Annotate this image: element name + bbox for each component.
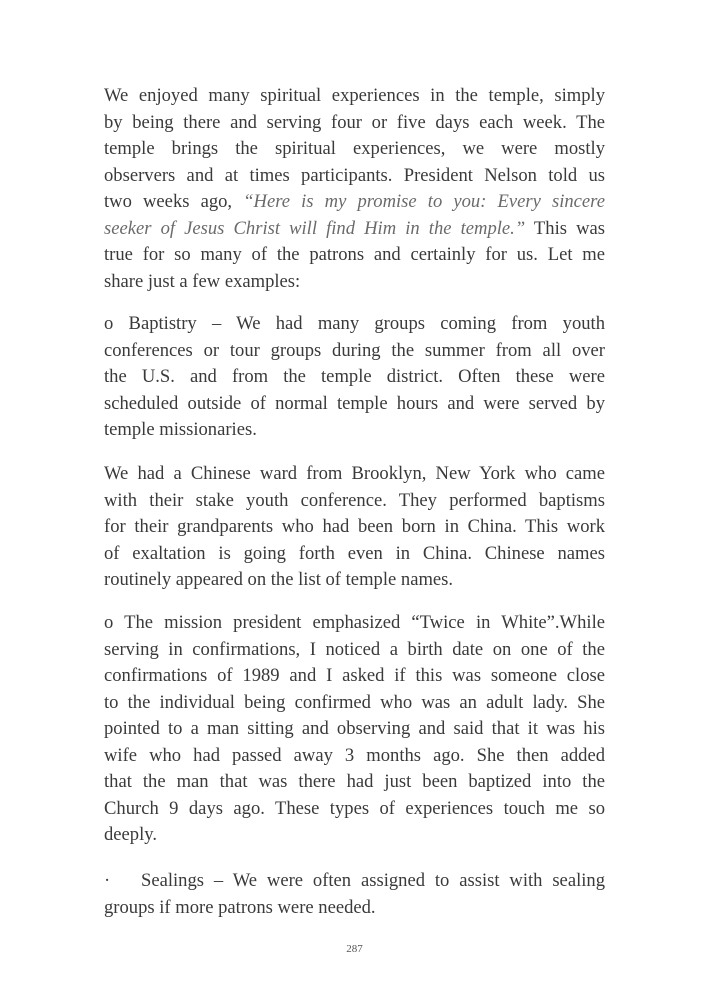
text-line bbox=[104, 716, 605, 743]
paragraph bbox=[104, 461, 605, 594]
text-segment: conferences or tour groups during the summer from all over bbox=[104, 339, 605, 361]
text-segment: temple missionaries. bbox=[104, 419, 257, 440]
text-line bbox=[104, 163, 605, 190]
text-line bbox=[104, 796, 605, 823]
text-segment: scheduled outside of normal temple hours and were served by bbox=[104, 392, 605, 414]
text-segment: We enjoyed many spiritual experiences in the temple, simply bbox=[104, 85, 605, 106]
text-line bbox=[104, 541, 605, 568]
text-line bbox=[104, 690, 605, 717]
text-segment: pointed to a man sitting and observing and said that it was his bbox=[104, 718, 605, 739]
page-number: 287 bbox=[346, 943, 363, 955]
paragraph bbox=[104, 868, 605, 921]
text-segment: temple brings the spiritual experiences, we were mostly bbox=[104, 138, 605, 159]
text-segment: two weeks ago, bbox=[104, 191, 244, 212]
text-line bbox=[104, 83, 605, 110]
text-line bbox=[104, 110, 605, 137]
text-segment: Church 9 days ago. These types of experiences touch me so bbox=[104, 797, 605, 819]
text-line bbox=[104, 364, 605, 391]
text-segment: confirmations of 1989 and I asked if this was someone close bbox=[104, 665, 605, 686]
paragraph bbox=[104, 311, 605, 444]
text-segment: serving in confirmations, I noticed a birth date on one of the bbox=[104, 638, 605, 660]
text-line bbox=[104, 189, 605, 216]
text-line bbox=[104, 269, 605, 296]
paragraph bbox=[104, 610, 605, 849]
text-segment: of exaltation is going forth even in China. Chinese names bbox=[104, 542, 605, 564]
text-line bbox=[104, 311, 605, 338]
text-line bbox=[104, 822, 605, 849]
text-segment: routinely appeared on the list of temple names. bbox=[104, 569, 454, 590]
text-segment: true for so many of the patrons and certainly for us. Let me bbox=[104, 244, 605, 265]
text-segment: wife who had passed away 3 months ago. She then added bbox=[104, 744, 605, 766]
text-segment: the U.S. and from the temple district. Often these were bbox=[104, 366, 605, 387]
text-line bbox=[104, 868, 605, 895]
text-line bbox=[104, 216, 605, 243]
text-segment: by being there and serving four or five days each week. The bbox=[104, 111, 605, 133]
text-segment: groups if more patrons were needed. bbox=[104, 896, 376, 918]
text-segment: deeply. bbox=[104, 824, 158, 845]
text-segment: o The mission president emphasized “Twice in White”.While bbox=[104, 612, 605, 633]
text-segment: We had a Chinese ward from Brooklyn, New York who came bbox=[104, 463, 605, 484]
text-line bbox=[104, 610, 605, 637]
text-segment: that the man that was there had just been baptized into the bbox=[104, 771, 605, 792]
text-line bbox=[104, 391, 605, 418]
text-line bbox=[104, 637, 605, 664]
text-line bbox=[104, 417, 605, 444]
text-line bbox=[104, 242, 605, 269]
text-line bbox=[104, 895, 605, 922]
text-line bbox=[104, 514, 605, 541]
text-segment: for their grandparents who had been born in China. This work bbox=[104, 516, 605, 537]
text-segment: with their stake youth conference. They performed baptisms bbox=[104, 489, 605, 511]
text-line bbox=[104, 567, 605, 594]
italic-quote: seeker of Jesus Christ will find Him in the temple.” bbox=[104, 217, 526, 239]
text-segment: observers and at times participants. President Nelson told us bbox=[104, 164, 605, 186]
text-segment: This was bbox=[525, 217, 606, 239]
text-line bbox=[104, 769, 605, 796]
paragraph bbox=[104, 83, 605, 295]
text-segment: o Baptistry – We had many groups coming from youth bbox=[104, 313, 605, 334]
text-line bbox=[104, 663, 605, 690]
text-line bbox=[104, 488, 605, 515]
text-segment: to the individual being confirmed who was an adult lady. She bbox=[104, 691, 605, 713]
italic-quote: “Here is my promise to you: Every sincere bbox=[243, 191, 605, 212]
text-segment: share just a few examples: bbox=[104, 270, 301, 292]
text-line bbox=[104, 743, 605, 770]
text-line bbox=[104, 461, 605, 488]
text-segment: Sealings – We were often assigned to assist with sealing bbox=[141, 870, 605, 891]
text-line bbox=[104, 338, 605, 365]
text-line bbox=[104, 136, 605, 163]
bullet-marker: · bbox=[104, 870, 111, 891]
